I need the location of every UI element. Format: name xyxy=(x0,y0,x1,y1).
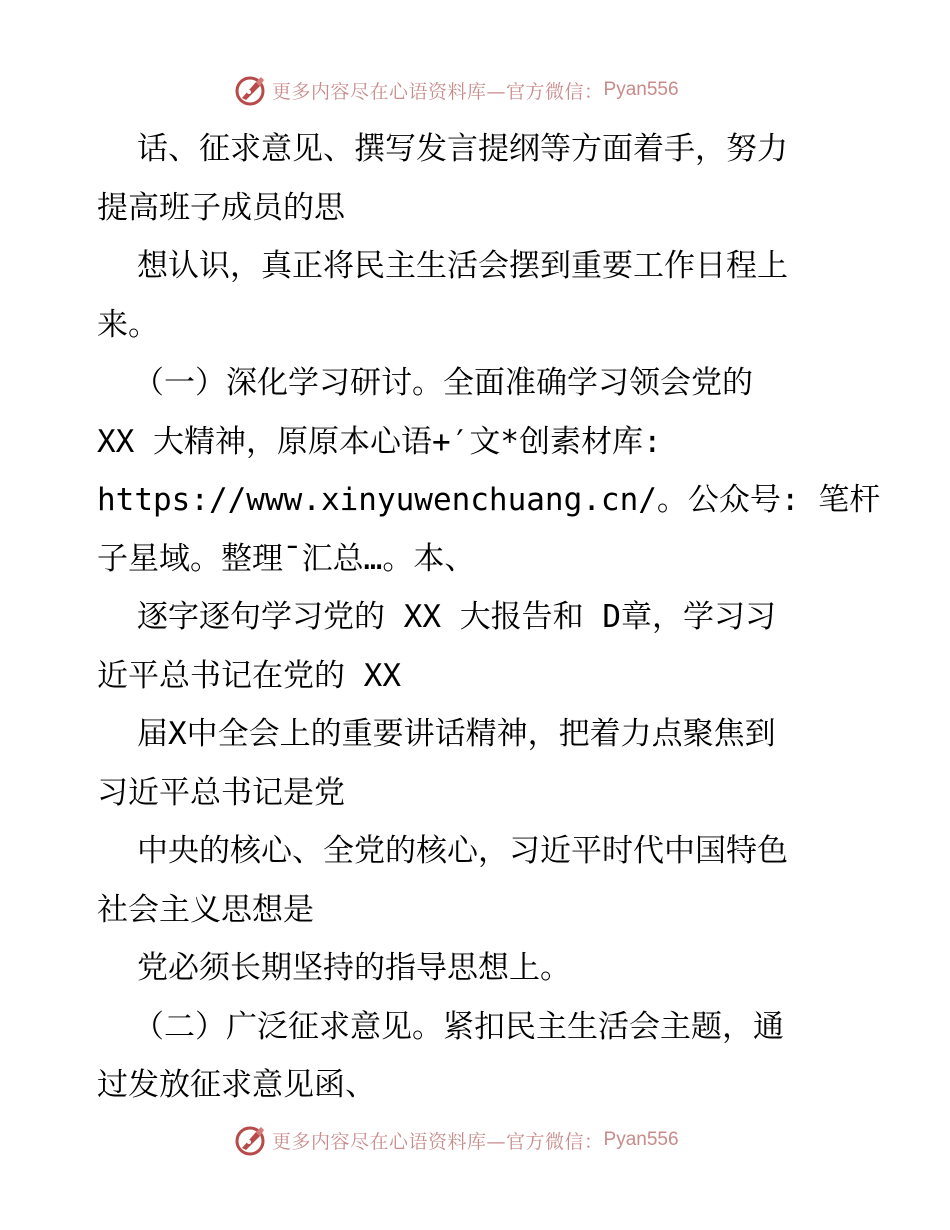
text-line: 来。 xyxy=(97,306,159,343)
document-body xyxy=(97,120,881,1115)
text-line: 过发放征求意见函、 xyxy=(97,1067,376,1103)
text-line: （二）广泛征求意见。紧扣民主生活会主题，通 xyxy=(133,1008,784,1045)
text-line: XX 大精神，原原本心语+′文*创素材库: xyxy=(97,423,662,460)
footer-banner-text: 更多内容尽在心语资料库—官方微信： xyxy=(272,1130,604,1153)
text-line: 子星域。整理¯汇总…。本、 xyxy=(97,540,476,577)
text-line: 近平总书记在党的 XX xyxy=(97,657,401,694)
text-line: 提高班子成员的思 xyxy=(97,189,345,226)
header-banner-text: 更多内容尽在心语资料库—官方微信： xyxy=(272,80,604,103)
text-line: 习近平总书记是党 xyxy=(97,774,345,811)
header-banner-account: Pyan556 xyxy=(603,79,679,100)
text-line: 党必须长期坚持的指导思想上。 xyxy=(137,950,571,986)
text-line: https://www.xinyuwenchuang.cn/。公众号: 笔杆 xyxy=(97,482,881,518)
text-line: 中央的核心、全党的核心，习近平时代中国特色 xyxy=(137,833,788,869)
text-line: 话、征求意见、撰写发言提纲等方面着手，努力 xyxy=(137,131,788,167)
text-line: 届X中全会上的重要讲话精神，把着力点聚焦到 xyxy=(137,716,776,752)
footer-banner xyxy=(232,1120,679,1160)
footer-banner-account: Pyan556 xyxy=(603,1129,679,1150)
text-line: （一）深化学习研讨。全面准确学习领会党的 xyxy=(133,365,753,401)
header-banner xyxy=(232,70,679,110)
text-line: 想认识，真正将民主生活会摆到重要工作日程上 xyxy=(137,248,788,284)
text-line: 社会主义思想是 xyxy=(97,891,314,928)
pen-nib-logo-icon xyxy=(232,72,268,108)
pen-nib-logo-icon xyxy=(232,1122,268,1158)
text-line: 逐字逐句学习党的 XX 大报告和 D章，学习习 xyxy=(137,599,776,635)
